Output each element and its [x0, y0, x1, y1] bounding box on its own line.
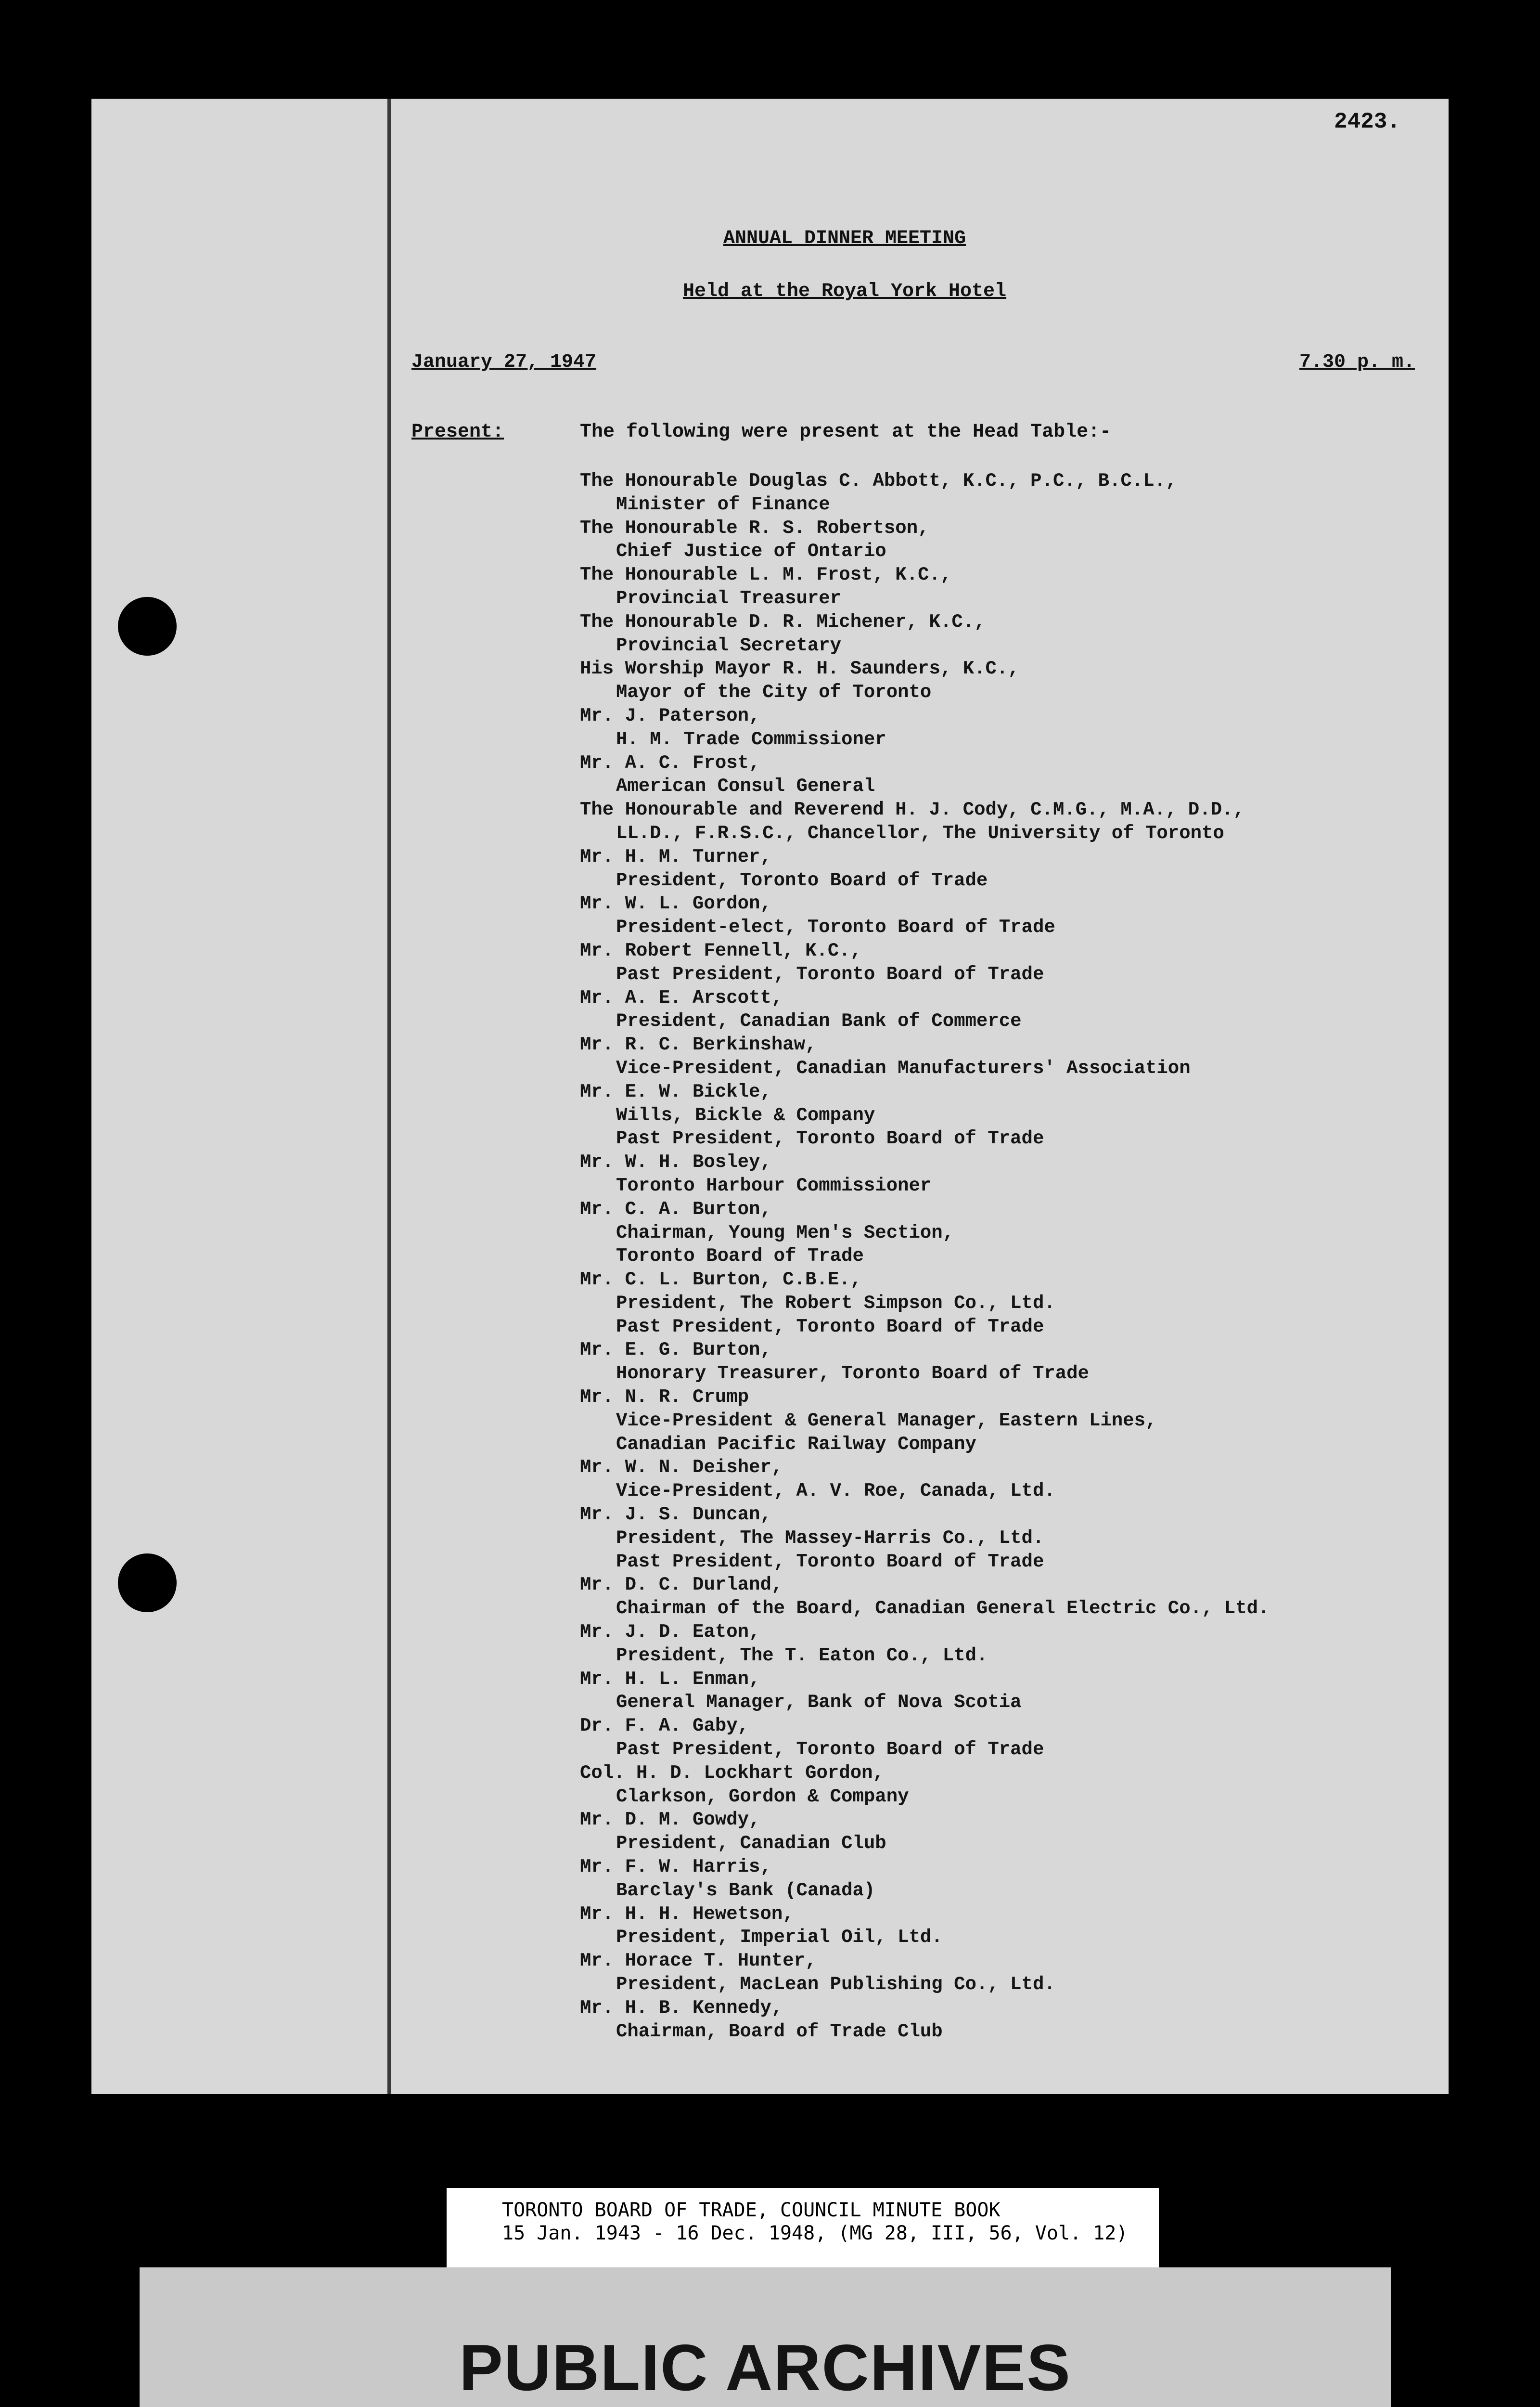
meeting-date: January 27, 1947 [411, 351, 597, 373]
attendee-name-line: The Honourable and Reverend H. J. Cody, C.M.G., M.A., D.D., [580, 799, 1245, 821]
attendee-title-line: Barclay's Bank (Canada) [616, 1879, 875, 1901]
attendee-list [580, 469, 1269, 2043]
attendee-title-line: Provincial Secretary [616, 634, 842, 656]
attendee-name-line: Mr. D. M. Gowdy, [580, 1809, 760, 1831]
attendee-name-line: Mr. F. W. Harris, [580, 1856, 771, 1878]
attendee-name-line: Mr. H. B. Kennedy, [580, 1997, 783, 2019]
attendee-title-line: Minister of Finance [616, 493, 830, 515]
attendee-name-line: Mr. H. H. Hewetson, [580, 1903, 794, 1925]
attendee-name-line: Mr. A. E. Arscott, [580, 987, 783, 1009]
attendee-title-line: Vice-President, Canadian Manufacturers' Association [616, 1057, 1191, 1079]
present-label: Present: [411, 421, 504, 443]
attendee-title-line: Chief Justice of Ontario [616, 541, 886, 562]
attendee-title-line: Provincial Treasurer [616, 587, 842, 609]
attendee-title-line: Past President, Toronto Board of Trade [616, 1316, 1044, 1337]
minute-book-page [91, 99, 1449, 2094]
attendee-title-line: Chairman of the Board, Canadian General Electric Co., Ltd. [616, 1598, 1270, 1619]
meeting-venue: Held at the Royal York Hotel [682, 281, 1007, 302]
page-number: 2423. [1334, 109, 1400, 134]
attendee-title-line: President, The T. Eaton Co., Ltd. [616, 1644, 988, 1666]
attendee-name-line: Mr. Robert Fennell, K.C., [580, 940, 862, 961]
attendee-title-line: Vice-President & General Manager, Eastern Lines, [616, 1410, 1157, 1431]
reference-slip-line-1: TORONTO BOARD OF TRADE, COUNCIL MINUTE BOOK [502, 2199, 1001, 2221]
attendee-name-line: Col. H. D. Lockhart Gordon, [580, 1762, 884, 1784]
attendee-title-line: President, The Robert Simpson Co., Ltd. [616, 1292, 1055, 1314]
attendee-title-line: Vice-President, A. V. Roe, Canada, Ltd. [616, 1480, 1055, 1502]
attendee-name-line: Mr. N. R. Crump [580, 1386, 749, 1408]
reference-slip [447, 2188, 1159, 2267]
attendee-name-line: The Honourable R. S. Robertson, [580, 517, 929, 539]
attendee-name-line: Mr. R. C. Berkinshaw, [580, 1034, 817, 1056]
attendee-title-line: President-elect, Toronto Board of Trade [616, 917, 1055, 938]
punch-hole-top [118, 597, 177, 656]
attendee-title-line: President, Canadian Club [616, 1833, 886, 1854]
attendee-title-line: President, MacLean Publishing Co., Ltd. [616, 1974, 1055, 1995]
meeting-time: 7.30 p. m. [1299, 351, 1415, 373]
attendee-title-line: General Manager, Bank of Nova Scotia [616, 1692, 1022, 1713]
attendee-title-line: President, Toronto Board of Trade [616, 869, 988, 891]
attendee-name-line: Mr. Horace T. Hunter, [580, 1950, 817, 1972]
attendee-title-line: Past President, Toronto Board of Trade [616, 1739, 1044, 1760]
attendee-name-line: Mr. H. M. Turner, [580, 846, 771, 867]
attendee-title-line: Chairman, Young Men's Section, [616, 1222, 954, 1243]
attendee-name-line: Mr. J. D. Eaton, [580, 1621, 760, 1643]
attendee-name-line: His Worship Mayor R. H. Saunders, K.C., [580, 658, 1019, 680]
archives-stamp [140, 2267, 1391, 2407]
punch-hole-bottom [118, 1553, 177, 1612]
attendee-name-line: Mr. J. S. Duncan, [580, 1504, 771, 1526]
attendee-name-line: The Honourable Douglas C. Abbott, K.C., P.C., B.C.L., [580, 470, 1177, 492]
attendee-name-line: Mr. C. L. Burton, C.B.E., [580, 1269, 862, 1291]
attendee-title-line: LL.D., F.R.S.C., Chancellor, The University of Toronto [616, 822, 1224, 844]
attendee-title-line: Honorary Treasurer, Toronto Board of Trade [616, 1363, 1089, 1385]
attendee-title-line: Canadian Pacific Railway Company [616, 1433, 976, 1455]
attendee-name-line: Mr. D. C. Durland, [580, 1574, 783, 1596]
attendee-name-line: The Honourable L. M. Frost, K.C., [580, 564, 952, 586]
attendee-title-line: Wills, Bickle & Company [616, 1104, 875, 1126]
reference-slip-line-2: 15 Jan. 1943 - 16 Dec. 1948, (MG 28, III, 56, Vol. 12) [502, 2222, 1128, 2244]
attendee-title-line: H. M. Trade Commissioner [616, 728, 886, 750]
attendee-title-line: Clarkson, Gordon & Company [616, 1786, 909, 1807]
attendee-title-line: American Consul General [616, 776, 875, 797]
attendee-name-line: Mr. H. L. Enman, [580, 1668, 760, 1690]
attendee-name-line: Mr. W. L. Gordon, [580, 893, 771, 915]
attendee-name-line: Mr. E. G. Burton, [580, 1339, 771, 1361]
attendee-name-line: Mr. W. H. Bosley, [580, 1152, 771, 1173]
attendee-title-line: Toronto Board of Trade [616, 1245, 864, 1267]
margin-rule [387, 99, 391, 2094]
attendee-title-line: Toronto Harbour Commissioner [616, 1175, 932, 1196]
attendee-name-line: Mr. J. Paterson, [580, 705, 760, 726]
attendee-name-line: Mr. C. A. Burton, [580, 1198, 771, 1220]
attendee-name-line: The Honourable D. R. Michener, K.C., [580, 611, 986, 633]
attendee-title-line: Mayor of the City of Toronto [616, 682, 932, 703]
meeting-title: ANNUAL DINNER MEETING [723, 228, 966, 249]
attendee-title-line: President, Imperial Oil, Ltd. [616, 1927, 943, 1948]
present-intro: The following were present at the Head Table:- [580, 421, 1112, 443]
attendee-title-line: Past President, Toronto Board of Trade [616, 1551, 1044, 1572]
attendee-title-line: Past President, Toronto Board of Trade [616, 963, 1044, 985]
attendee-title-line: President, Canadian Bank of Commerce [616, 1010, 1022, 1032]
attendee-title-line: Chairman, Board of Trade Club [616, 2020, 943, 2042]
attendee-name-line: Mr. A. C. Frost, [580, 752, 760, 774]
attendee-title-line: President, The Massey-Harris Co., Ltd. [616, 1527, 1044, 1549]
attendee-name-line: Dr. F. A. Gaby, [580, 1715, 749, 1737]
stamp-line-english: PUBLIC ARCHIVES [459, 2331, 1071, 2404]
attendee-title-line: Past President, Toronto Board of Trade [616, 1128, 1044, 1150]
attendee-name-line: Mr. E. W. Bickle, [580, 1081, 771, 1102]
attendee-name-line: Mr. W. N. Deisher, [580, 1457, 783, 1478]
